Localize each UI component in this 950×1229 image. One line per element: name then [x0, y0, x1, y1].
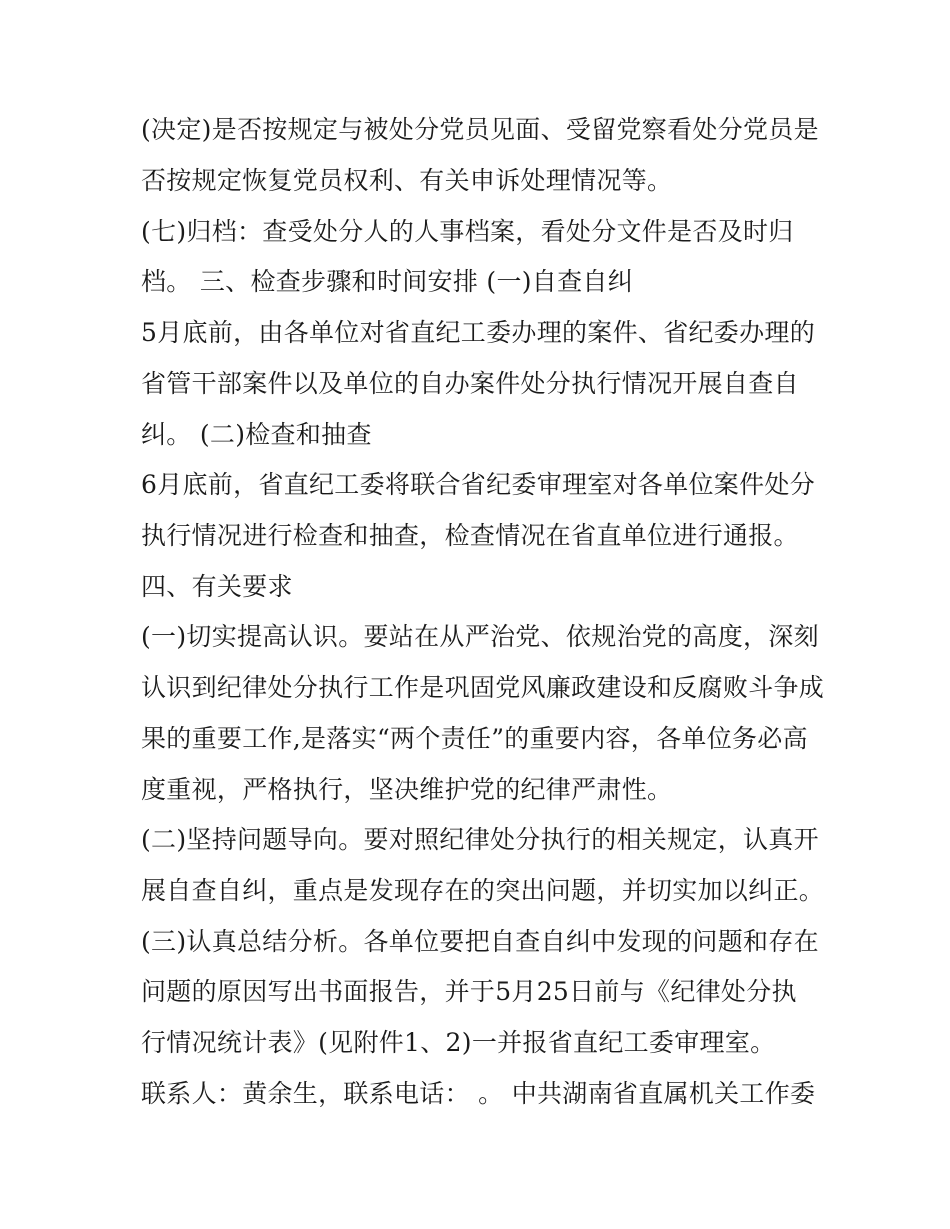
text-line: 6月底前，省直纪工委将联合省纪委审理室对各单位案件处分	[141, 470, 816, 499]
text-line: 否按规定恢复党员权利、有关申诉处理情况等。	[141, 166, 673, 195]
text-line: (决定)是否按规定与被处分党员见面、受留党察看处分党员是	[141, 115, 819, 144]
text-line: 档。 三、检查步骤和时间安排 (一)自查自纠	[141, 267, 634, 296]
text-line: 5月底前，由各单位对省直纪工委办理的案件、省纪委办理的	[141, 318, 816, 347]
text-line: (三)认真总结分析。各单位要把自查自纠中发现的问题和存在	[141, 927, 819, 956]
section-heading: 四、有关要求	[141, 572, 293, 601]
text-line: (一)切实提高认识。要站在从严治党、依规治党的高度，深刻	[141, 622, 819, 651]
text-line: 行情况统计表》(见附件1、2)一并报省直纪工委审理室。	[141, 1028, 776, 1057]
text-line: 执行情况进行检查和抽查，检查情况在省直单位进行通报。	[141, 521, 799, 550]
text-line: 纠。 (二)检查和抽查	[141, 420, 372, 449]
text-line: 度重视，严格执行，坚决维护党的纪律严肃性。	[141, 775, 673, 804]
text-line: 省管干部案件以及单位的自办案件处分执行情况开展自查自	[141, 369, 799, 398]
text-line: (七)归档：查受处分人的人事档案，看处分文件是否及时归	[141, 217, 794, 246]
text-line: 展自查自纠，重点是发现存在的突出问题，并切实加以纠正。	[141, 876, 825, 905]
text-line: 联系人：黄余生，联系电话： 。 中共湖南省直属机关工作委	[141, 1079, 816, 1108]
text-line: 果的重要工作,是落实“两个责任”的重要内容，各单位务必高	[141, 724, 808, 753]
text-line: 问题的原因写出书面报告，并于5月25日前与《纪律处分执	[141, 977, 797, 1006]
text-line: (二)坚持问题导向。要对照纪律处分执行的相关规定，认真开	[141, 825, 819, 854]
text-line: 认识到纪律处分执行工作是巩固党风廉政建设和反腐败斗争成	[141, 673, 825, 702]
